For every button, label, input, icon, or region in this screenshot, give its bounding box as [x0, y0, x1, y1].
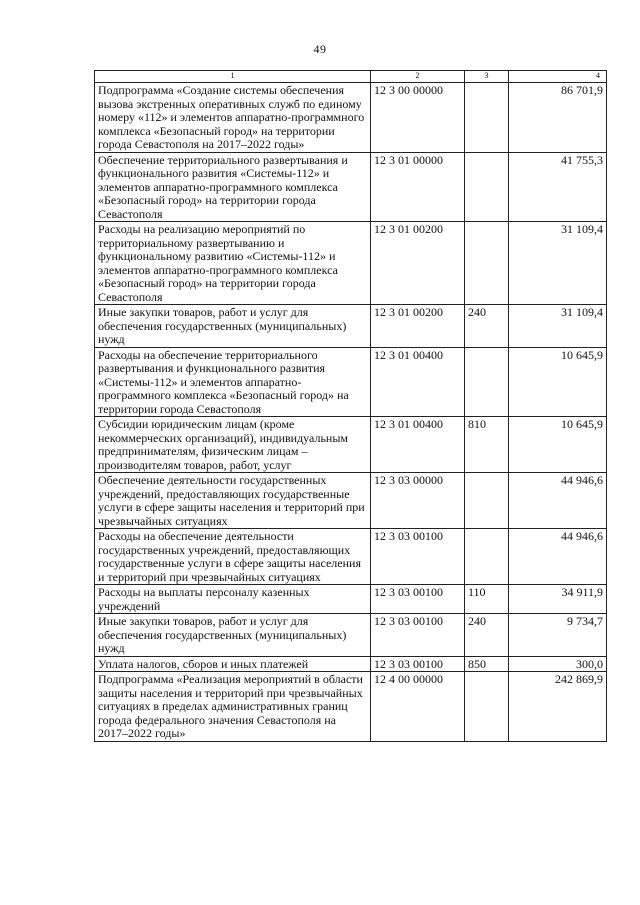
row-name: Подпрограмма «Создание системы обеспечения вызова экстренных оперативных служб по единому номеру «112» и элементов аппаратно-программного комплекса «Безопасный город» на территории города Севастополя на 2017–2022 годы»	[95, 83, 371, 153]
row-type: 850	[465, 656, 509, 672]
row-name: Субсидии юридическим лицам (кроме некоммерческих организаций), индивидуальным предпринимателям, физическим лицам – производителям товаров, работ, услуг	[95, 417, 371, 473]
header-col-3: 3	[465, 71, 509, 83]
row-code: 12 3 03 00100	[371, 614, 465, 657]
row-code: 12 3 00 00000	[371, 83, 465, 153]
row-name: Обеспечение деятельности государственных учреждений, предоставляющих государственные услуги в сфере защиты населения и территорий при чрезвычайных ситуациях	[95, 473, 371, 529]
row-amount: 44 946,6	[509, 529, 607, 585]
row-name: Расходы на реализацию мероприятий по территориальному развертыванию и функциональному развитию «Системы-112» и элементов аппаратно-программного комплекса «Безопасный город» на территории города Севастополя	[95, 222, 371, 305]
row-type: 110	[465, 585, 509, 614]
row-name: Подпрограмма «Реализация мероприятий в области защиты населения и территорий при чрезвычайных ситуациях в пределах административных границ города федерального значения Севастополя на 2017–2022 годы»	[95, 672, 371, 742]
row-code: 12 3 01 00000	[371, 152, 465, 222]
row-code: 12 3 01 00200	[371, 305, 465, 348]
row-type: 240	[465, 614, 509, 657]
row-amount: 242 869,9	[509, 672, 607, 742]
table-row	[95, 672, 607, 742]
row-amount: 86 701,9	[509, 83, 607, 153]
row-code: 12 3 03 00100	[371, 529, 465, 585]
row-name: Обеспечение территориального развертывания и функционального развития «Системы-112» и элементов аппаратно-программного комплекса «Безопасный город» на территории города Севастополя	[95, 152, 371, 222]
row-type: 240	[465, 305, 509, 348]
row-code: 12 3 01 00200	[371, 222, 465, 305]
table-row	[95, 222, 607, 305]
row-type: 810	[465, 417, 509, 473]
row-type	[465, 152, 509, 222]
table-row	[95, 152, 607, 222]
budget-table	[94, 70, 607, 742]
table-row	[95, 417, 607, 473]
row-code: 12 3 03 00100	[371, 585, 465, 614]
row-amount: 9 734,7	[509, 614, 607, 657]
header-col-4: 4	[509, 71, 607, 83]
row-amount: 34 911,9	[509, 585, 607, 614]
row-code: 12 3 01 00400	[371, 347, 465, 417]
row-type	[465, 473, 509, 529]
table-row	[95, 585, 607, 614]
table-row	[95, 473, 607, 529]
header-col-2: 2	[371, 71, 465, 83]
row-amount: 300,0	[509, 656, 607, 672]
row-code: 12 3 01 00400	[371, 417, 465, 473]
table-row	[95, 529, 607, 585]
header-col-1: 1	[95, 71, 371, 83]
table-row	[95, 656, 607, 672]
table-row	[95, 83, 607, 153]
row-type	[465, 347, 509, 417]
row-amount: 31 109,4	[509, 305, 607, 348]
row-code: 12 4 00 00000	[371, 672, 465, 742]
table-row	[95, 614, 607, 657]
row-type	[465, 529, 509, 585]
row-amount: 41 755,3	[509, 152, 607, 222]
row-type	[465, 83, 509, 153]
row-amount: 10 645,9	[509, 347, 607, 417]
row-type	[465, 222, 509, 305]
table-row	[95, 305, 607, 348]
row-type	[465, 672, 509, 742]
page-number: 49	[313, 42, 327, 56]
row-name: Расходы на обеспечение деятельности государственных учреждений, предоставляющих государственные услуги в сфере защиты населения и территорий при чрезвычайных ситуациях	[95, 529, 371, 585]
row-code: 12 3 03 00100	[371, 656, 465, 672]
row-name: Расходы на выплаты персоналу казенных учреждений	[95, 585, 371, 614]
row-amount: 44 946,6	[509, 473, 607, 529]
row-amount: 31 109,4	[509, 222, 607, 305]
row-name: Иные закупки товаров, работ и услуг для обеспечения государственных (муниципальных) нужд	[95, 614, 371, 657]
row-code: 12 3 03 00000	[371, 473, 465, 529]
row-amount: 10 645,9	[509, 417, 607, 473]
row-name: Иные закупки товаров, работ и услуг для обеспечения государственных (муниципальных) нужд	[95, 305, 371, 348]
row-name: Уплата налогов, сборов и иных платежей	[95, 656, 371, 672]
table-row	[95, 347, 607, 417]
row-name: Расходы на обеспечение территориального развертывания и функционального развития «Системы-112» и элементов аппаратно-программного комплекса «Безопасный город» на территории города Севастополя	[95, 347, 371, 417]
table-header-row	[95, 71, 607, 83]
